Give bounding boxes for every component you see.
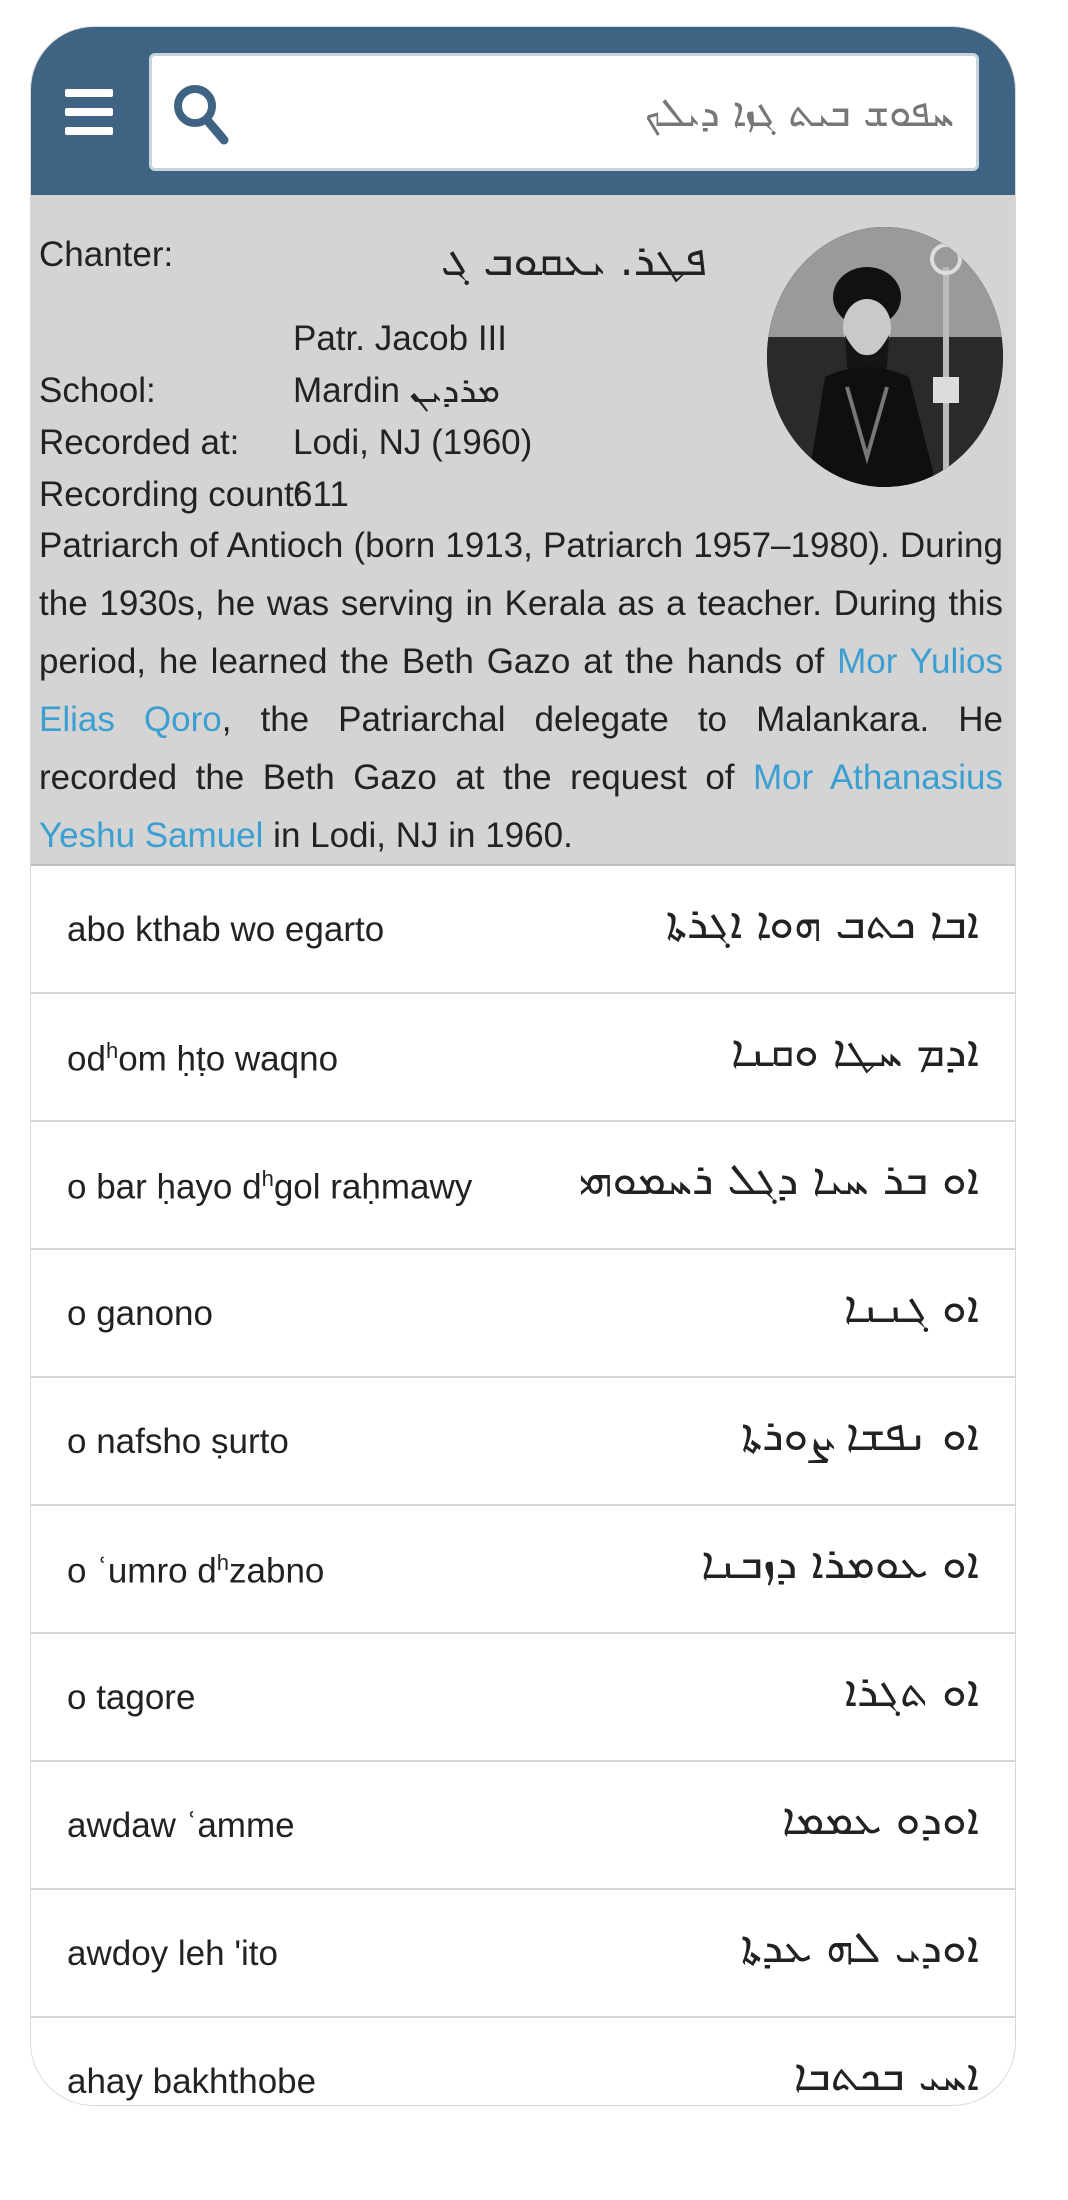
item-transliteration: o ganono bbox=[67, 1294, 213, 1333]
item-syriac: ܐܘ ܓܢܢܐ bbox=[843, 1282, 979, 1333]
recorded-at-value: Lodi, NJ (1960) bbox=[293, 423, 533, 462]
list-item[interactable] bbox=[31, 2018, 1015, 2106]
bio-link-qoro[interactable]: Mor Yulios Elias Qoro bbox=[39, 642, 1004, 739]
recording-count-label: Recording count: bbox=[39, 475, 304, 514]
item-syriac: ܐܘ ܥܘܡܪܐ ܕܙܒܢܐ bbox=[701, 1538, 979, 1589]
chanter-info-panel bbox=[31, 195, 1015, 866]
list-item[interactable] bbox=[31, 866, 1015, 994]
bio-link-samuel[interactable]: Mor Athanasius Yeshu Samuel bbox=[39, 758, 1003, 855]
list-item[interactable] bbox=[31, 994, 1015, 1122]
item-syriac: ܐܒܐ ܟܬܒ ܗܘܐ ܐܓܪܬܐ bbox=[665, 898, 979, 949]
item-syriac: ܐܘ ܬܓܪܐ bbox=[844, 1666, 979, 1717]
item-transliteration: abo kthab wo egarto bbox=[67, 910, 385, 949]
item-transliteration: o tagore bbox=[67, 1678, 196, 1717]
item-transliteration: ahay bakhthobe bbox=[67, 2062, 317, 2101]
search-input[interactable] bbox=[242, 70, 956, 156]
list-item[interactable] bbox=[31, 1762, 1015, 1890]
school-label: School: bbox=[39, 371, 156, 410]
item-transliteration: $od^hom$ ḥṭo waqno bbox=[67, 1038, 339, 1079]
search-icon[interactable] bbox=[170, 80, 230, 146]
school-value: Mardin ܡܪܕܝܢ bbox=[293, 371, 501, 410]
chanter-portrait bbox=[767, 227, 1003, 487]
item-transliteration: o bar ḥayo $d^hgol$ raḥmawy bbox=[67, 1166, 473, 1207]
chanter-label: Chanter: bbox=[39, 235, 174, 274]
item-syriac: ܐܘ ܢܦܫܐ ܨܘܪܬܐ bbox=[741, 1410, 979, 1461]
item-syriac: ܐܚܝ ܒܟܬܒܐ bbox=[793, 2050, 979, 2101]
top-bar bbox=[31, 27, 1015, 195]
search-box bbox=[149, 53, 979, 171]
hamburger-menu-icon[interactable] bbox=[65, 89, 113, 135]
list-item[interactable] bbox=[31, 1378, 1015, 1506]
item-syriac: ܐܘܕܝ ܠܗ ܥܕܬܐ bbox=[740, 1922, 979, 1973]
list-item[interactable] bbox=[31, 1506, 1015, 1634]
item-syriac: ܐܘܕܘ ܥܡܡܐ bbox=[782, 1794, 979, 1845]
app-frame bbox=[30, 26, 1016, 2106]
list-item[interactable] bbox=[31, 1634, 1015, 1762]
item-transliteration: o ʿumro $d^hzabno$ bbox=[67, 1550, 325, 1591]
item-syriac: ܐܕܡ ܚܛܐ ܘܩܢܐ bbox=[730, 1026, 979, 1077]
list-item[interactable] bbox=[31, 1890, 1015, 2018]
bio-text: , the Patriarchal delegate to Malankara. He recorded the Beth Gazo at the request of bbox=[39, 700, 1003, 797]
bio-text: in Lodi, NJ in 1960. bbox=[263, 816, 573, 855]
item-transliteration: awdoy leh 'ito bbox=[67, 1934, 278, 1973]
item-syriac: ܐܘ ܒܪ ܚܝܐ ܕܓܠ ܪܚܡܘܗܝ bbox=[578, 1154, 979, 1205]
chanter-syriac-name: ܦܛܪ. ܝܥܩܘܒ ܓ bbox=[441, 235, 707, 286]
bio-text: Patriarch of Antioch (born 1913, Patriarch 1957–1980). During the 1930s, he was serving in Kerala as a teacher. During this period, he learned the Beth Gazo at the hands of bbox=[39, 526, 1003, 681]
recording-count-value: 611 bbox=[293, 475, 349, 514]
chanter-name: Patr. Jacob III bbox=[293, 319, 507, 358]
list-item[interactable] bbox=[31, 1250, 1015, 1378]
hymn-list bbox=[31, 866, 1015, 2106]
chanter-bio bbox=[39, 517, 1003, 865]
recorded-at-label: Recorded at: bbox=[39, 423, 240, 462]
item-transliteration: awdaw ʿamme bbox=[67, 1806, 295, 1845]
item-transliteration: o nafsho ṣurto bbox=[67, 1422, 289, 1461]
list-item[interactable] bbox=[31, 1122, 1015, 1250]
